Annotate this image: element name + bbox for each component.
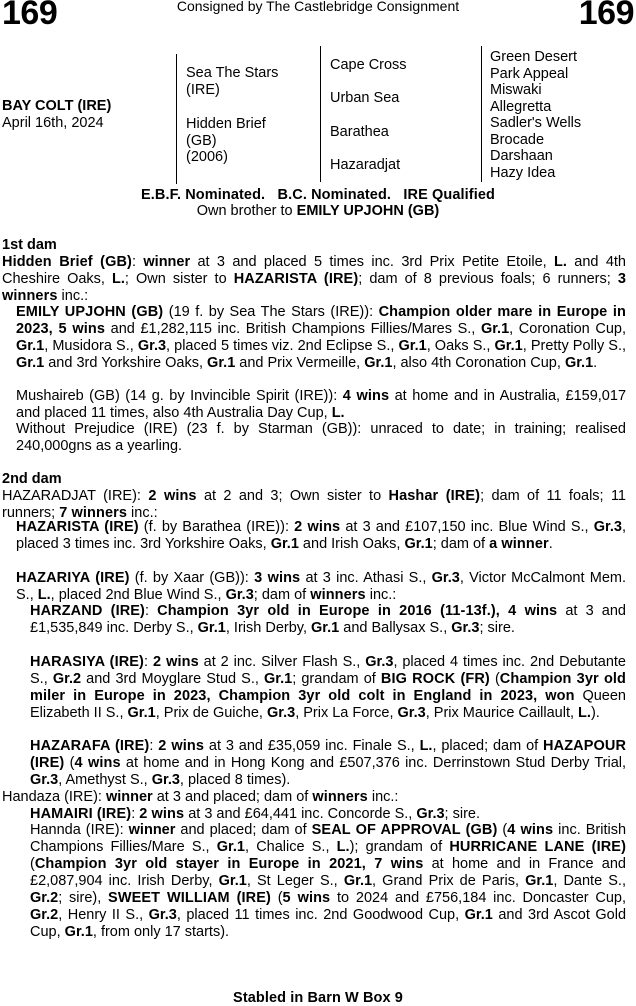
emphasis-text: HAZAPOUR (IRE) — [30, 738, 627, 771]
emphasis-text: 2 wins — [158, 738, 204, 754]
body-text: ; dam of — [253, 587, 311, 603]
body-text: and placed; dam of — [175, 822, 312, 838]
body-text: , Prix La Force, — [295, 705, 398, 721]
foaling-date: April 16th, 2024 — [2, 115, 104, 131]
body-text: , placed 11 times inc. 2nd Goodwood Cup, — [176, 907, 465, 923]
emphasis-text: Gr.1 — [16, 338, 45, 354]
emphasis-text: L. — [331, 405, 345, 421]
consignor-line: Consigned by The Castlebridge Consignment — [176, 0, 460, 14]
emphasis-text: Gr.3 — [397, 705, 426, 721]
grand-produce-entry — [30, 822, 626, 941]
emphasis-text: Gr.2 — [30, 907, 59, 923]
emphasis-text: L. — [554, 254, 567, 270]
emphasis-text: HAMAIRI (IRE) — [30, 806, 132, 822]
emphasis-text: Gr.3 — [148, 907, 177, 923]
body-text: , Chalice S., — [244, 839, 337, 855]
emphasis-text: Hidden Brief (GB) — [2, 254, 132, 270]
body-text: ; dam of 11 foals; 11 runners; — [2, 488, 626, 521]
body-text: , Amethyst S., — [58, 772, 152, 788]
body-text: Handaza (IRE): — [2, 789, 106, 805]
first-dam-heading: 1st dam — [2, 237, 57, 253]
nominations-line: E.B.F. Nominated. B.C. Nominated. IRE Qualified — [141, 187, 495, 203]
second-dam-entry — [2, 488, 626, 522]
emphasis-text: 4 wins — [507, 822, 554, 838]
emphasis-text: 2 wins — [294, 519, 341, 535]
body-text: (f. by Xaar (GB)): — [129, 570, 255, 586]
pedigree-grandsire: Cape Cross — [330, 57, 407, 73]
emphasis-text: Gr.1 — [464, 907, 493, 923]
body-text: , placed 2nd Blue Wind S., — [50, 587, 226, 603]
emphasis-text: Gr.3 — [225, 587, 254, 603]
emphasis-text: 4 wins — [342, 388, 390, 404]
emphasis-text: 3 wins — [254, 570, 301, 586]
body-text: , Grand Prix de Paris, — [372, 873, 526, 889]
produce-entry — [16, 519, 626, 553]
emphasis-text: HARZAND (IRE) — [30, 603, 145, 619]
emphasis-text: Champion 3yr old in Europe in 2016 (11-13f.), 4 wins — [157, 603, 558, 619]
pedigree-bracket-1 — [176, 54, 177, 184]
emphasis-text: Gr.1 — [564, 355, 594, 371]
body-text: : — [132, 254, 144, 270]
emphasis-text: Gr.1 — [494, 338, 523, 354]
emphasis-text: Gr.3 — [30, 772, 59, 788]
body-text: at home and in France and £2,087,904 inc. Irish Derby, — [30, 856, 626, 889]
body-text: ). — [590, 705, 600, 721]
produce-entry — [2, 789, 626, 806]
pedigree-dam: Hidden Brief (GB) (2006) — [186, 116, 266, 165]
emphasis-text: Gr.1 — [343, 873, 373, 889]
emphasis-text: HAZARISTA (IRE) — [233, 271, 359, 287]
produce-entry — [16, 570, 626, 604]
body-text: inc.: — [127, 505, 158, 521]
body-text: , Victor McCalmont Mem. S., — [16, 570, 627, 603]
emphasis-text: Gr.2 — [52, 671, 82, 687]
body-text: ( — [489, 671, 500, 687]
pedigree-bracket-2 — [320, 46, 321, 182]
body-text: , St Leger S., — [246, 873, 344, 889]
first-dam-entry — [2, 254, 626, 305]
body-text: ( — [64, 755, 75, 771]
emphasis-text: winner — [128, 822, 176, 838]
emphasis-text: Gr.1 — [207, 355, 236, 371]
emphasis-text: Gr.3 — [266, 705, 296, 721]
grand-produce-entry — [30, 738, 626, 789]
body-text: , placed; dam of — [432, 738, 544, 754]
emphasis-text: Champion 3yr old stayer in Europe in 2021, 7 wins — [34, 856, 424, 872]
emphasis-text: winners — [312, 789, 368, 805]
body-text: HAZARADJAT (IRE): — [2, 488, 149, 504]
body-text: at 3 and £64,441 inc. Concorde S., — [184, 806, 417, 822]
body-text: inc.: — [367, 789, 399, 805]
emphasis-text: 3 winners — [2, 271, 626, 304]
body-text: at 3 and £1,535,849 inc. Derby S., — [30, 603, 627, 636]
emphasis-text: HARASIYA (IRE) — [30, 654, 144, 670]
emphasis-text: Gr.1 — [398, 338, 427, 354]
emphasis-text: 4 wins — [74, 755, 121, 771]
emphasis-text: Gr.1 — [127, 705, 156, 721]
emphasis-text: winners — [310, 587, 366, 603]
emphasis-text: Gr.3 — [593, 519, 622, 535]
body-text: . — [593, 355, 598, 371]
emphasis-text: Gr.1 — [197, 620, 226, 636]
lot-number-right: 169 — [578, 0, 634, 32]
body-text: and 3rd Moyglare Stud S., — [81, 671, 265, 687]
body-text: ; dam of — [432, 536, 490, 552]
emphasis-text: Gr.1 — [364, 355, 393, 371]
body-text: , also 4th Coronation Cup, — [392, 355, 565, 371]
body-text: and Irish Oaks, — [298, 536, 405, 552]
emphasis-text: L. — [336, 839, 350, 855]
emphasis-text: Gr.1 — [270, 536, 299, 552]
body-text: inc. British Champions Fillies/Mare S., — [30, 822, 627, 855]
emphasis-text: 5 wins — [282, 890, 331, 906]
body-text: , placed 3 times inc. 3rd Yorkshire Oaks, — [16, 519, 626, 552]
emphasis-text: Gr.1 — [311, 620, 340, 636]
produce-entry — [16, 304, 626, 372]
body-text: ( — [497, 822, 508, 838]
body-text: inc.: — [57, 288, 89, 304]
grand-produce-entry — [30, 654, 626, 722]
second-dam-heading: 2nd dam — [2, 471, 62, 487]
horse-name: BAY COLT (IRE) — [2, 98, 112, 114]
body-text: at 2 and 3; Own sister to — [196, 488, 389, 504]
grand-produce-entry — [30, 603, 626, 637]
grand-produce-entry — [30, 806, 626, 823]
emphasis-text: HURRICANE LANE (IRE) — [449, 839, 626, 855]
emphasis-text: BIG ROCK (FR) — [380, 671, 490, 687]
body-text: at 3 and £35,059 inc. Finale S., — [204, 738, 420, 754]
body-text: : — [131, 806, 140, 822]
body-text: ; Own sister to — [124, 271, 234, 287]
body-text: inc.: — [365, 587, 397, 603]
body-text: ( — [30, 856, 35, 872]
emphasis-text: Gr.1 — [404, 536, 433, 552]
body-text: , placed 5 times viz. 2nd Eclipse S., — [166, 338, 399, 354]
body-text: at 3 and placed; dam of — [152, 789, 313, 805]
body-text: : — [144, 654, 153, 670]
body-text: Mushaireb (GB) (14 g. by Invincible Spirit (IRE)): — [16, 388, 343, 404]
produce-entry — [16, 421, 626, 455]
body-text: Without Prejudice (IRE) (23 f. by Starman (GB)): unraced to date; in training; realised 240,000gns as a yearling. — [16, 421, 626, 454]
emphasis-text: 2 wins — [152, 654, 199, 670]
body-text: ; grandam of — [292, 671, 381, 687]
body-text: , Musidora S., — [44, 338, 138, 354]
body-text: , Irish Derby, — [225, 620, 312, 636]
body-text: ; dam of 8 previous foals; 6 runners; — [358, 271, 618, 287]
produce-entry — [16, 388, 626, 422]
body-text: at home and in Australia, £159,017 and placed 11 times, also 4th Australia Day Cup, — [16, 388, 627, 421]
body-text: at 3 inc. Athasi S., — [300, 570, 432, 586]
emphasis-text: L. — [578, 705, 591, 721]
emphasis-text: winner — [143, 254, 191, 270]
emphasis-text: Gr.1 — [64, 924, 93, 940]
emphasis-text: Champion older mare in Europe in 2023, 5 wins — [16, 304, 626, 337]
emphasis-text: 7 winners — [59, 505, 128, 521]
pedigree-sire-dam: Urban Sea — [330, 90, 400, 106]
emphasis-text: 2 wins — [139, 806, 185, 822]
body-text: ); grandam of — [349, 839, 450, 855]
body-text: and 4th Cheshire Oaks, — [2, 254, 626, 287]
body-text: , from only 17 starts). — [92, 924, 230, 940]
body-text: at 3 and £107,150 inc. Blue Wind S., — [340, 519, 594, 535]
body-text: . — [548, 536, 553, 552]
emphasis-text: Gr.3 — [151, 772, 180, 788]
emphasis-text: Gr.1 — [218, 873, 247, 889]
emphasis-text: Gr.1 — [480, 321, 510, 337]
body-text: Queen Elizabeth II S., — [30, 688, 626, 721]
body-text: , placed 8 times). — [179, 772, 291, 788]
body-text: , Oaks S., — [426, 338, 495, 354]
emphasis-text: SWEET WILLIAM (IRE) — [108, 890, 271, 906]
body-text: ( — [270, 890, 283, 906]
pedigree-sire: Sea The Stars (IRE) — [186, 65, 279, 98]
pedigree-fourth-gen: Green Desert Park Appeal Miswaki Allegretta Sadler's Wells Brocade Darshaan Hazy Idea — [490, 49, 582, 181]
body-text: (19 f. by Sea The Stars (IRE)): — [163, 304, 379, 320]
stabling-line: Stabled in Barn W Box 9 — [233, 990, 403, 1006]
emphasis-text: Gr.3 — [431, 570, 460, 586]
body-text: ; sire), — [58, 890, 109, 906]
lot-number-left: 169 — [2, 0, 58, 32]
body-text: , Pretty Polly S., — [522, 338, 626, 354]
emphasis-text: Gr.3 — [451, 620, 480, 636]
emphasis-text: Champion 3yr old miler in Europe in 2023, Champion 3yr old colt in England in 2023, won — [30, 671, 626, 704]
emphasis-text: L. — [419, 738, 433, 754]
body-text: ; sire. — [444, 806, 480, 822]
body-text: (f. by Barathea (IRE)): — [138, 519, 295, 535]
body-text: at 2 inc. Silver Flash S., — [198, 654, 366, 670]
emphasis-text: Hashar (IRE) — [388, 488, 481, 504]
emphasis-text: L. — [112, 271, 125, 287]
emphasis-text: 2 wins — [148, 488, 197, 504]
body-text: : — [144, 603, 158, 619]
body-text: and Prix Vermeille, — [235, 355, 365, 371]
body-text: , Prix Maurice Caillault, — [425, 705, 579, 721]
body-text: , Dante S., — [553, 873, 626, 889]
body-text: at home and in Hong Kong and £507,376 inc. Derrinstown Stud Derby Trial, — [120, 755, 627, 771]
emphasis-text: SEAL OF APPROVAL (GB) — [311, 822, 498, 838]
emphasis-text: HAZARISTA (IRE) — [16, 519, 139, 535]
body-text: and Ballysax S., — [339, 620, 452, 636]
pedigree-bracket-3 — [481, 46, 482, 182]
emphasis-text: Gr.1 — [16, 355, 45, 371]
body-text: , Prix de Guiche, — [155, 705, 267, 721]
body-text: and 3rd Yorkshire Oaks, — [44, 355, 208, 371]
pedigree-damsire: Barathea — [330, 124, 389, 140]
emphasis-text: Gr.3 — [365, 654, 394, 670]
body-text: , placed 4 times inc. 2nd Debutante S., — [30, 654, 626, 687]
emphasis-text: winner — [105, 789, 153, 805]
emphasis-text: a winner — [489, 536, 549, 552]
body-text: Hannda (IRE): — [30, 822, 129, 838]
emphasis-text: Gr.1 — [216, 839, 245, 855]
emphasis-text: Gr.1 — [525, 873, 554, 889]
emphasis-text: Gr.1 — [264, 671, 293, 687]
body-text: and £1,282,115 inc. British Champions Fillies/Mares S., — [105, 321, 481, 337]
pedigree-granddam: Hazaradjat — [330, 157, 401, 173]
body-text: , Coronation Cup, — [509, 321, 626, 337]
body-text: : — [149, 738, 159, 754]
emphasis-text: L. — [37, 587, 51, 603]
own-brother-line: Own brother to EMILY UPJOHN (GB) — [196, 203, 440, 219]
body-text: to 2024 and £756,184 inc. Doncaster Cup, — [330, 890, 627, 906]
emphasis-text: HAZARIYA (IRE) — [16, 570, 130, 586]
body-text: , Henry II S., — [58, 907, 149, 923]
emphasis-text: Gr.3 — [137, 338, 167, 354]
body-text: at 3 and placed 5 times inc. 3rd Prix Petite Etoile, — [190, 254, 555, 270]
emphasis-text: HAZARAFA (IRE) — [30, 738, 150, 754]
body-text: and 3rd Ascot Gold Cup, — [30, 907, 627, 940]
body-text: ; sire. — [479, 620, 515, 636]
emphasis-text: Gr.3 — [416, 806, 445, 822]
emphasis-text: EMILY UPJOHN (GB) — [16, 304, 164, 320]
emphasis-text: Gr.2 — [30, 890, 59, 906]
